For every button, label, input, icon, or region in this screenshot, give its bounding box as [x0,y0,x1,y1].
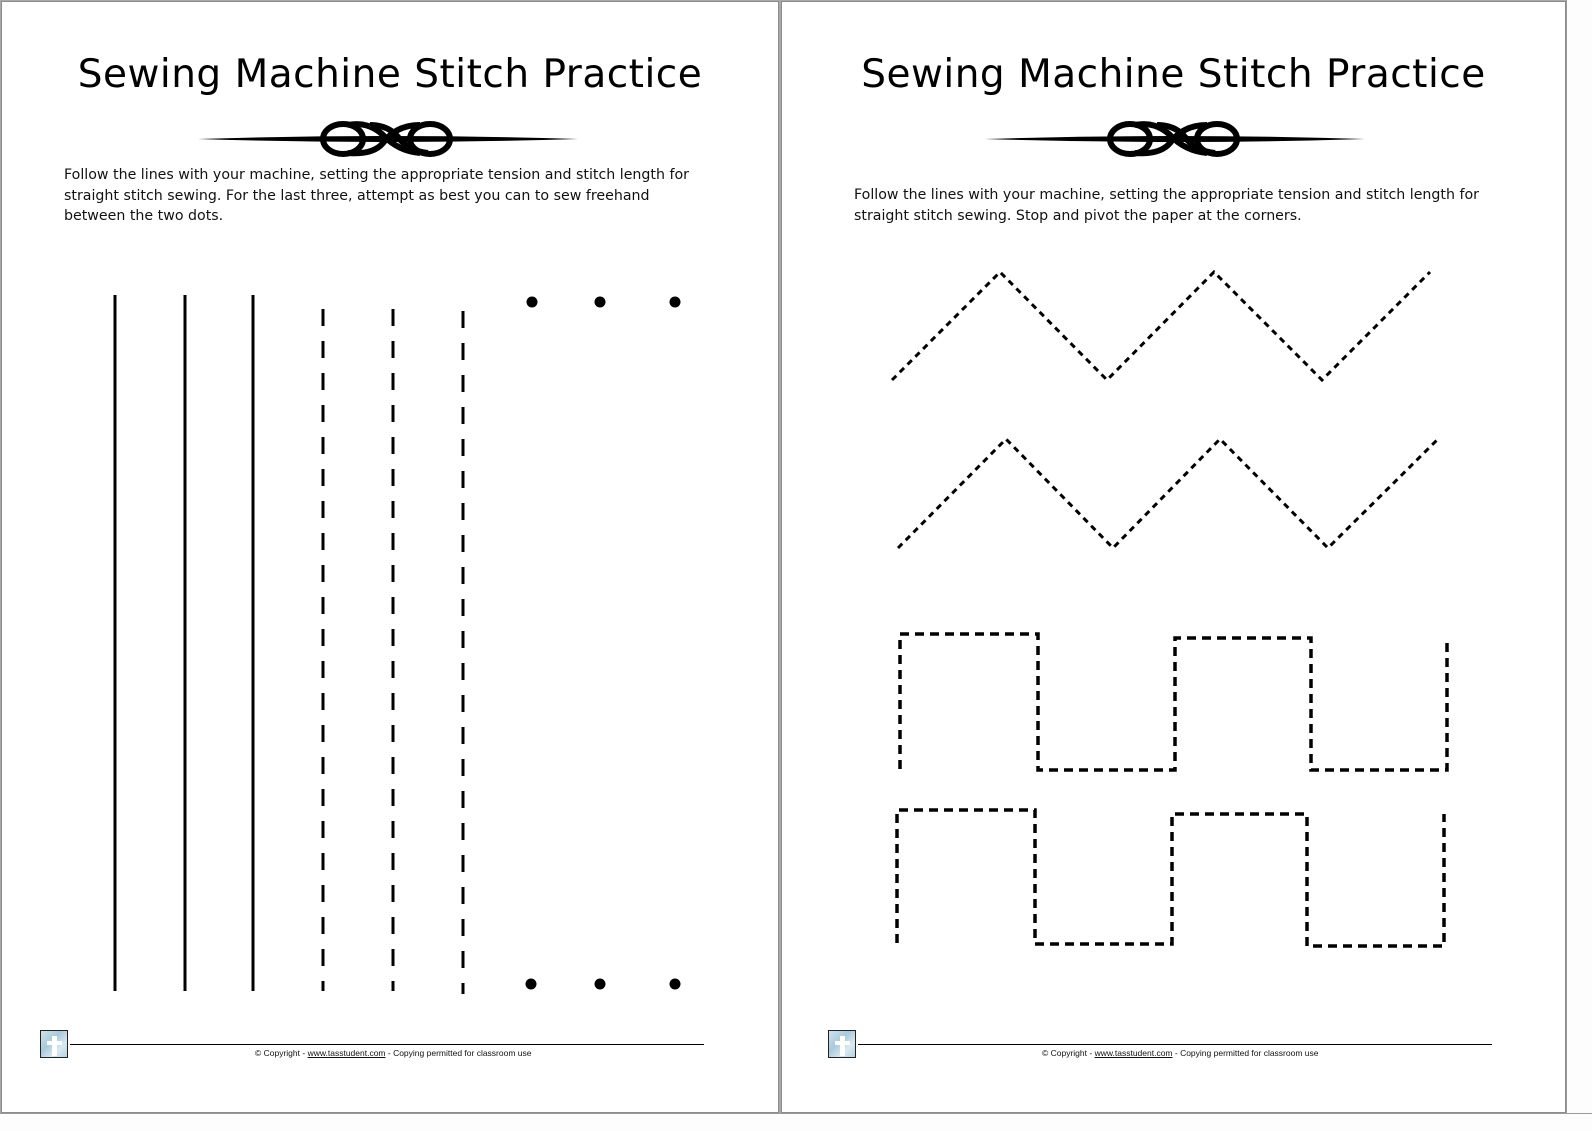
straight-line-exercises [2,2,780,1114]
start-dot [670,297,681,308]
zigzag-line [898,439,1438,548]
zigzag-line [892,272,1430,380]
instructions-text: Follow the lines with your machine, setting the appropriate tension and stitch length for straight stitch sewing. Stop and pivot the paper at the corners. [854,187,1479,224]
copyright-footer: © Copyright - www.tasstudent.com - Copying permitted for classroom use [255,1048,532,1058]
end-dot [670,979,681,990]
copyright-footer: © Copyright - www.tasstudent.com - Copying permitted for classroom use [1042,1048,1319,1058]
square-wave-line [900,634,1447,770]
viewer-bottom-margin [0,1113,1592,1131]
viewer-right-margin [1566,0,1592,1130]
tasstudent-logo-icon [828,1030,856,1058]
page-title: Sewing Machine Stitch Practice [861,52,1486,97]
page-title: Sewing Machine Stitch Practice [77,52,703,97]
pivot-exercises [782,2,1567,1114]
start-dot [527,297,538,308]
worksheet-page-pivot-corners [781,1,1566,1113]
tasstudent-link[interactable]: www.tasstudent.com [1094,1048,1173,1058]
tasstudent-logo-icon [40,1030,68,1058]
end-dot [595,979,606,990]
worksheet-page-straight-lines [1,1,779,1113]
footer-divider [70,1044,704,1045]
square-wave-line [897,810,1444,946]
footer-divider [858,1044,1492,1045]
start-dot [595,297,606,308]
instructions-text: Follow the lines with your machine, setting the appropriate tension and stitch length for straight stitch sewing. For the last three, attempt as best you can to sew freehand between the two dots. [64,167,689,224]
tasstudent-link[interactable]: www.tasstudent.com [307,1048,386,1058]
end-dot [526,979,537,990]
